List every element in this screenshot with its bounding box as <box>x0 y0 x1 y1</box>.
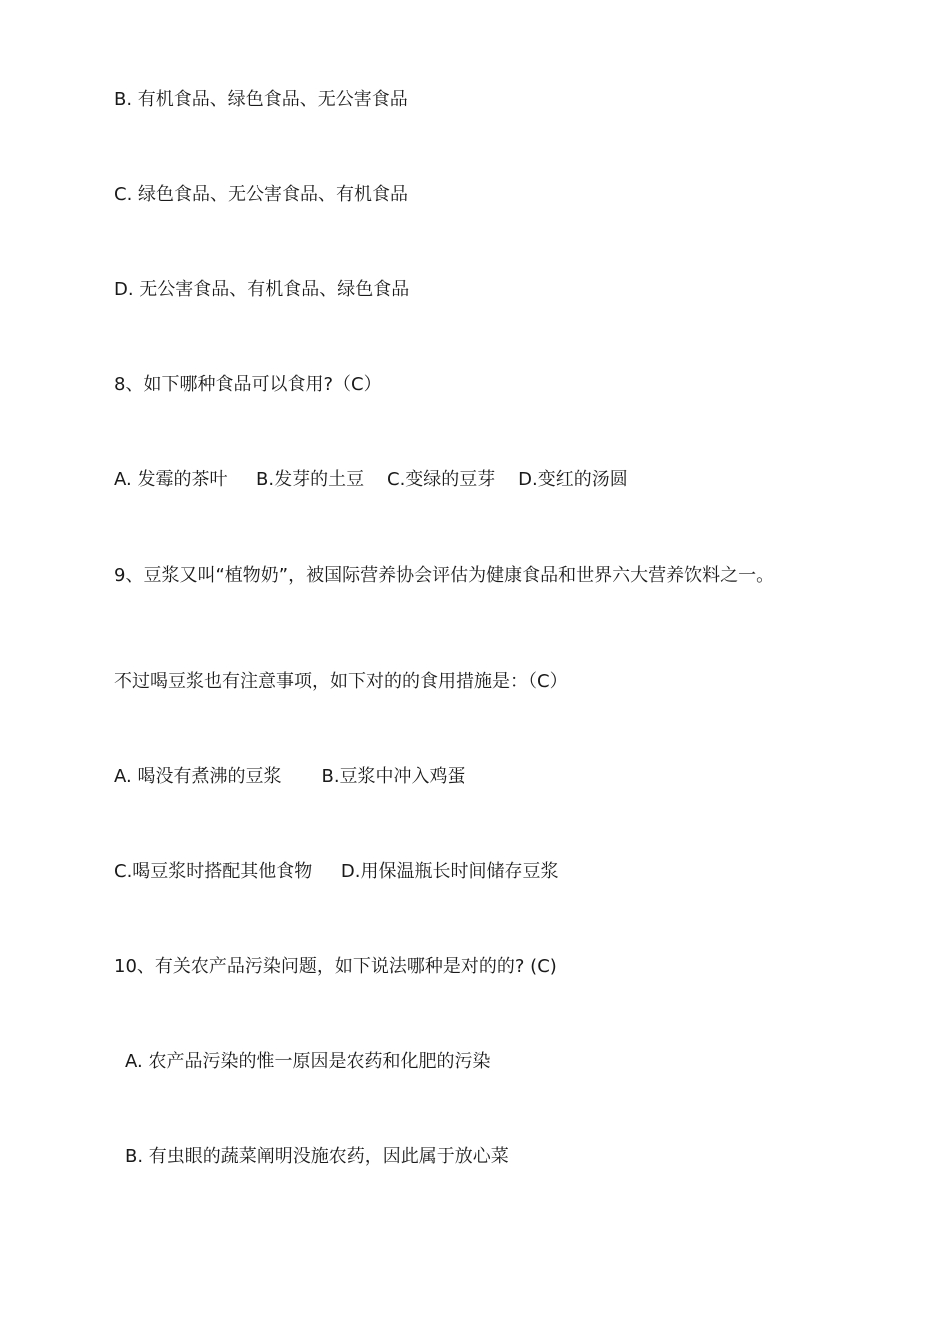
question-10: 10、有关农产品污染问题，如下说法哪种是对的的? (C) <box>114 956 557 977</box>
question-8: 8、如下哪种食品可以食用?（C） <box>114 374 382 395</box>
question-9-options-cd: C.喝豆浆时搭配其他食物 D.用保温瓶长时间储存豆浆 <box>114 861 559 882</box>
question-9-options-ab: A. 喝没有煮沸的豆浆 B.豆浆中冲入鸡蛋 <box>114 766 466 787</box>
question-8-options: A. 发霉的茶叶 B.发芽的土豆 C.变绿的豆芽 D.变红的汤圆 <box>114 469 628 490</box>
option-b-organic-green-pollutionfree: B. 有机食品、绿色食品、无公害食品 <box>114 89 408 110</box>
question-9-intro: 9、豆浆又叫“植物奶”，被国际营养协会评估为健康食品和世界六大营养饮料之一。 <box>114 565 775 586</box>
option-c-green-pollutionfree-organic: C. 绿色食品、无公害食品、有机食品 <box>114 184 409 205</box>
question-10-option-b: B. 有虫眼的蔬菜阐明没施农药，因此属于放心菜 <box>125 1146 509 1167</box>
option-d-pollutionfree-organic-green: D. 无公害食品、有机食品、绿色食品 <box>114 279 410 300</box>
question-9-prompt: 不过喝豆浆也有注意事项，如下对的的食用措施是：（C） <box>114 671 568 692</box>
question-10-option-a: A. 农产品污染的惟一原因是农药和化肥的污染 <box>125 1051 491 1072</box>
